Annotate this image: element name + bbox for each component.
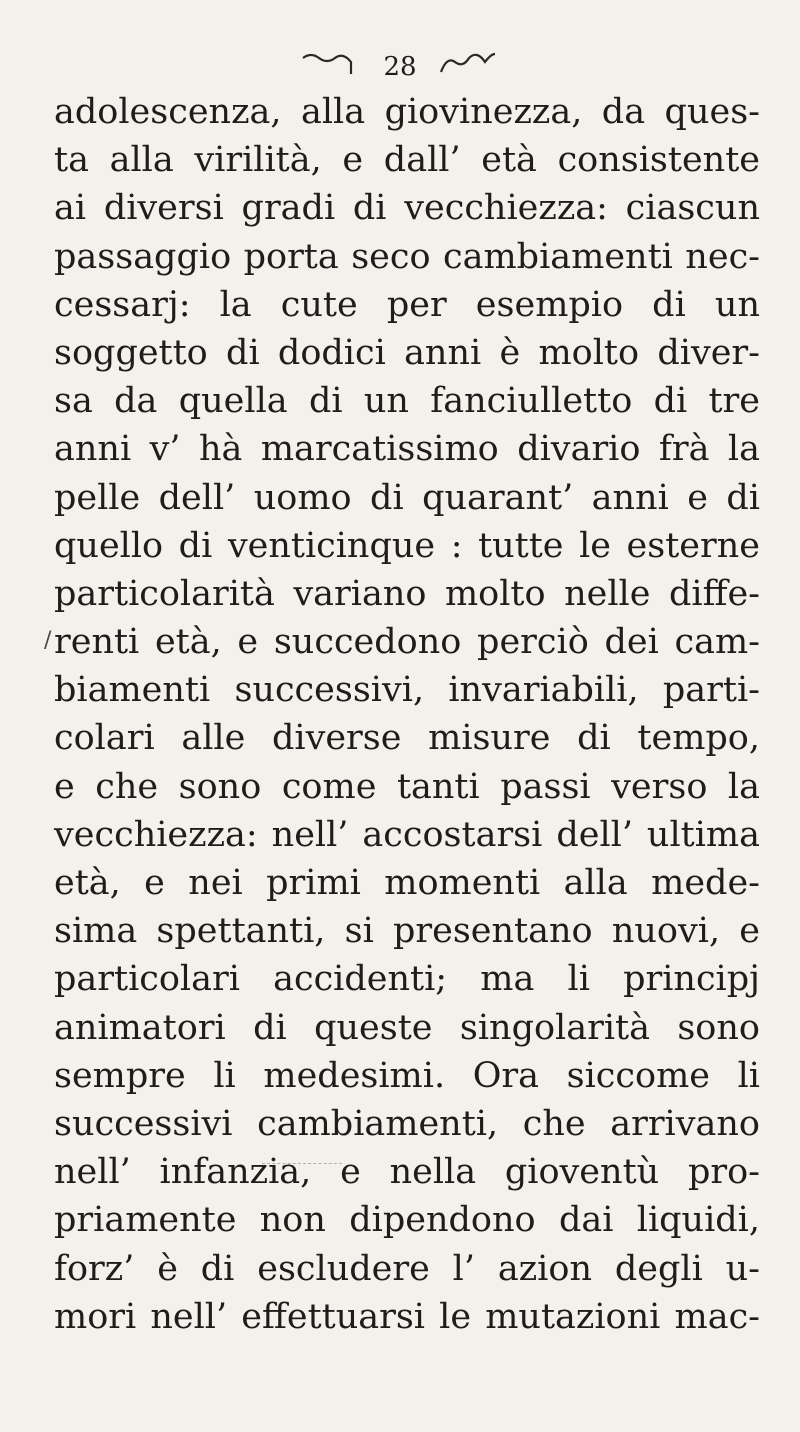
text-line: renti età, e succedono perciò dei cam- xyxy=(54,622,760,663)
text-line: successivi cambiamenti, che arrivano xyxy=(54,1103,760,1144)
right-ornament xyxy=(437,52,501,76)
page-number: 28 xyxy=(383,52,417,82)
text-line: passaggio porta seco cambiamenti nec- xyxy=(54,236,760,277)
text-line: particolarità variano molto nelle diffe- xyxy=(54,573,760,614)
text-line: colari alle diverse misure di tempo, xyxy=(54,718,760,759)
text-line: priamente non dipendono dai liquidi, xyxy=(54,1200,760,1241)
text-line: sempre li medesimi. Ora siccome li xyxy=(54,1055,760,1096)
text-line: quello di venticinque : tutte le esterne xyxy=(54,525,760,566)
text-line: mori nell’ effettuarsi le mutazioni mac- xyxy=(54,1296,760,1337)
text-line: pelle dell’ uomo di quarant’ anni e di xyxy=(54,477,760,518)
text-line: adolescenza, alla giovinezza, da ques- xyxy=(54,92,760,132)
text-line: soggetto di dodici anni è molto diver- xyxy=(54,332,760,373)
left-ornament xyxy=(299,52,363,76)
text-line: vecchiezza: nell’ accostarsi dell’ ultima xyxy=(54,814,760,855)
text-line: biamenti successivi, invariabili, parti- xyxy=(54,670,760,711)
faint-rule xyxy=(262,1163,342,1164)
text-line: animatori di queste singolarità sono xyxy=(54,1007,760,1048)
body-text xyxy=(54,88,760,1341)
text-line: forz’ è di escludere l’ azion degli u- xyxy=(54,1248,760,1289)
text-line: particolari accidenti; ma li principj xyxy=(54,959,760,1000)
text-line: anni v’ hà marcatissimo divario frà la xyxy=(54,429,760,470)
page-header xyxy=(0,48,800,88)
text-line: e che sono come tanti passi verso la xyxy=(54,766,760,807)
text-line: ta alla virilità, e dall’ età consistente xyxy=(54,140,760,181)
text-line: ai diversi gradi di vecchiezza: ciascun xyxy=(54,188,760,229)
text-line: sima spettanti, si presentano nuovi, e xyxy=(54,911,760,952)
text-line: sa da quella di un fanciulletto di tre xyxy=(54,381,760,422)
text-line: nell’ infanzia, e nella gioventù pro- xyxy=(54,1152,760,1193)
text-line: cessarj: la cute per esempio di un xyxy=(54,284,760,325)
margin-mark: / xyxy=(44,628,52,653)
text-line: età, e nei primi momenti alla mede- xyxy=(54,863,760,903)
